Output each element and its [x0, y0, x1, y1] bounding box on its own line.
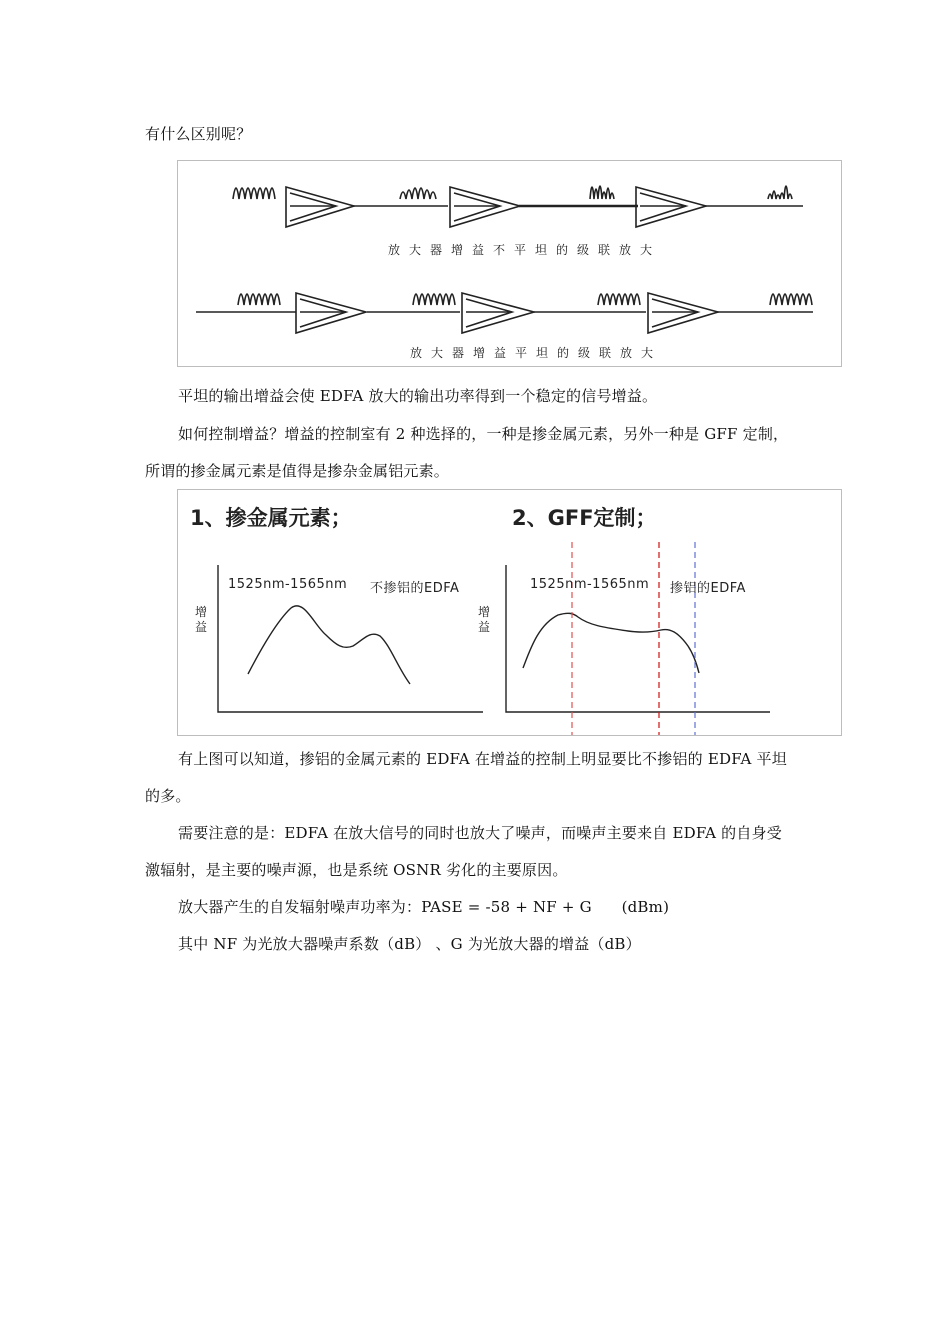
amplifier-icon	[296, 293, 366, 333]
amplifier-icon	[648, 293, 718, 333]
amplifier-icon	[286, 187, 354, 227]
paragraph-ase-formula: 放大器产生的自发辐射噪声功率为：PASE = -58 + NF + G (dBm)	[178, 898, 670, 916]
left-wavelength-range: 1525nm-1565nm	[228, 577, 348, 592]
caption-flat-cascade: 放大器增益平坦的级联放大	[410, 346, 663, 360]
amplifier-icon	[450, 187, 520, 227]
left-curve-label: 不掺铝的EDFA	[370, 581, 460, 596]
left-y-axis-label: 增益	[194, 605, 207, 634]
paragraph-noise-line2: 激辐射，是主要的噪声源，也是系统 OSNR 劣化的主要原因。	[145, 861, 568, 879]
paragraph-noise-line1: 需要注意的是：EDFA 在放大信号的同时也放大了噪声，而噪声主要来自 EDFA 的自身受	[178, 824, 782, 842]
paragraph-flat-gain: 平坦的输出增益会使 EDFA 放大的输出功率得到一个稳定的信号增益。	[178, 387, 658, 405]
paragraph-conclusion-line1: 有上图可以知道，掺铝的金属元素的 EDFA 在增益的控制上明显要比不掺铝的 EDFA 平坦	[178, 750, 787, 768]
right-y-axis-label: 增益	[477, 605, 490, 634]
paragraph-gain-control-line2: 所谓的掺金属元素是值得是掺杂金属铝元素。	[145, 462, 450, 480]
paragraph-conclusion-line2: 的多。	[145, 787, 191, 805]
wavelength-marker-lines	[572, 542, 695, 735]
caption-unflat-cascade: 放大器增益不平坦的级联放大	[388, 243, 662, 257]
method-2-title: 2、GFF定制；	[512, 506, 657, 530]
amplifier-icon	[636, 187, 706, 227]
cascade-amplifier-figure	[177, 160, 842, 367]
paragraph-definitions: 其中 NF 为光放大器噪声系数（dB） 、G 为光放大器的增益（dB）	[178, 935, 641, 953]
method-1-title: 1、掺金属元素；	[190, 506, 352, 530]
amplifier-icon	[462, 293, 534, 333]
cascade-amplifier-diagram	[178, 161, 841, 366]
paragraph-gain-control-line1: 如何控制增益？增益的控制室有 2 种选择的，一种是掺金属元素，另外一种是 GFF 定制，	[178, 425, 789, 443]
intro-question: 有什么区别呢？	[145, 125, 252, 143]
gain-curve-figure	[177, 489, 842, 736]
right-wavelength-range: 1525nm-1565nm	[530, 577, 650, 592]
right-curve-label: 掺铝的EDFA	[670, 581, 746, 596]
